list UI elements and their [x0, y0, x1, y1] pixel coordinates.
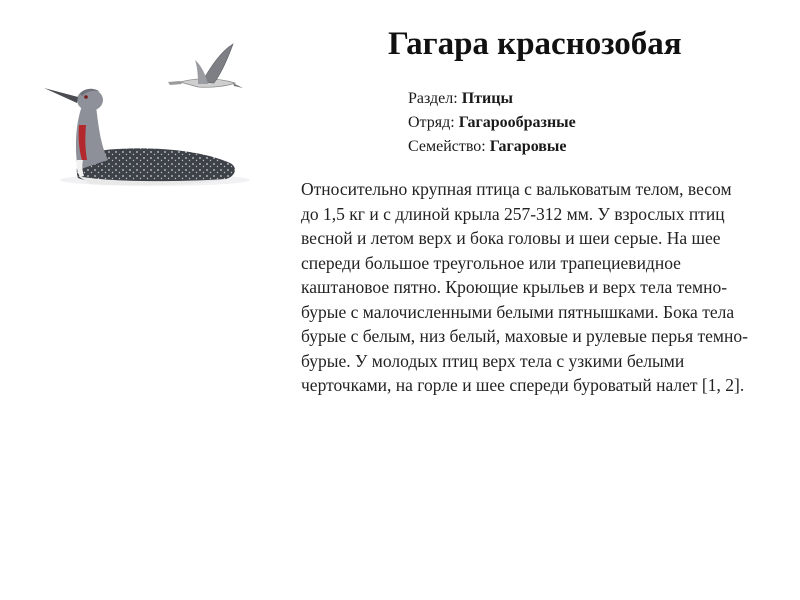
taxonomy-section-row [408, 87, 576, 111]
taxonomy-order-row [408, 111, 576, 135]
taxonomy-block [408, 87, 576, 159]
taxonomy-family-value: Гагаровые [489, 138, 567, 155]
taxonomy-family-row [408, 135, 576, 159]
taxonomy-section-value: Птицы [461, 90, 513, 107]
page-title: Гагара краснозобая [388, 26, 682, 62]
taxonomy-order-label: Отряд: [408, 114, 459, 131]
swimming-loon-icon [44, 88, 250, 186]
taxonomy-order-value: Гагарообразные [458, 114, 576, 131]
species-description: Относительно крупная птица с вальковатым телом, весом до 1,5 кг и с длиной крыла 257-312 мм. У взрослых птиц весной и летом верх и бока головы и шеи серые. На шее спереди большое треугольное или трапециевидное каштановое пятно. Кроющие крыльев и верх тела темно-бурые с малочисленными белыми пятнышками. Бока тела бурые с белым, низ белый, маховые и рулевые перья темно-бурые. У молодых птиц верх тела с узкими белыми черточками, на горле и шее спереди буроватый налет [1, 2]. [301, 179, 748, 395]
taxonomy-section-label: Раздел: [408, 90, 462, 107]
flying-loon-icon [168, 44, 243, 88]
taxonomy-family-label: Семейство: [408, 138, 490, 155]
loon-illustration-icon [30, 30, 260, 200]
